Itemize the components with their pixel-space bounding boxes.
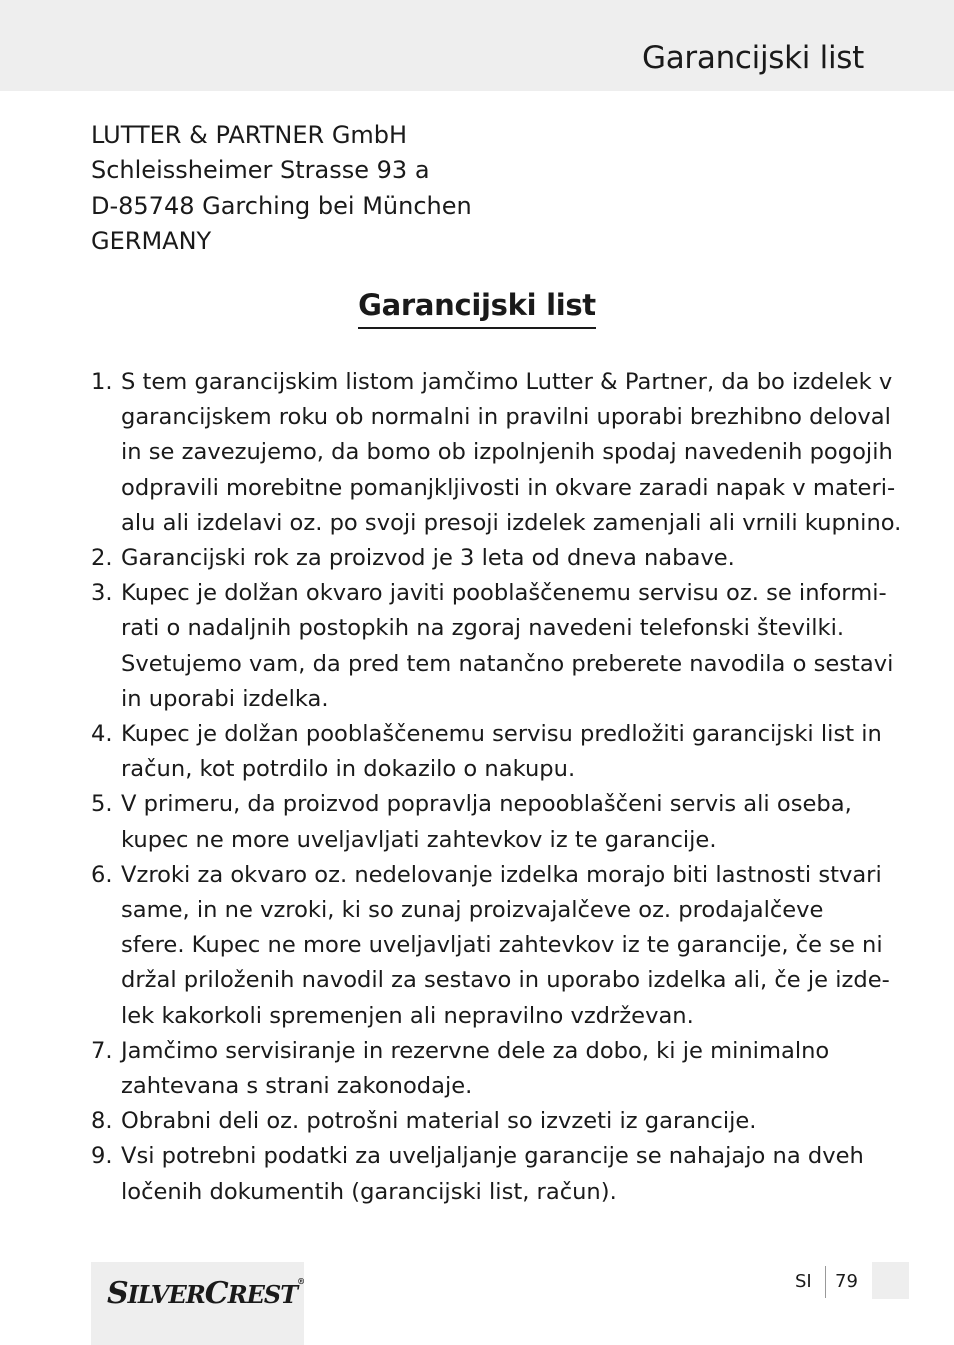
silvercrest-logo bbox=[91, 1262, 304, 1345]
warranty-term bbox=[91, 1104, 863, 1139]
warranty-term bbox=[91, 1139, 863, 1209]
term-number: 4. bbox=[91, 721, 113, 748]
logo-wordmark: SILVERCREST® bbox=[107, 1276, 305, 1311]
term-text-line: Jamčimo servisiranje in rezervne dele za dobo, ki je minimalno bbox=[121, 1037, 830, 1064]
term-number: 6. bbox=[91, 861, 113, 888]
document-title: Garancijski list bbox=[358, 288, 596, 329]
address-line: D-85748 Garching bei München bbox=[91, 191, 472, 220]
term-number: 2. bbox=[91, 545, 113, 572]
term-text-line: in uporabi izdelka. bbox=[121, 685, 329, 712]
term-text-line: Garancijski rok za proizvod je 3 leta od dneva nabave. bbox=[121, 545, 735, 572]
term-text-line: V primeru, da proizvod popravlja nepooblaščeni servis ali oseba, bbox=[121, 791, 852, 818]
term-number: 1. bbox=[91, 369, 113, 395]
term-text-line: kupec ne more uveljavljati zahtevkov iz te garancije. bbox=[121, 826, 717, 853]
term-number: 3. bbox=[91, 580, 113, 607]
warranty-term bbox=[91, 1034, 863, 1104]
term-text-line: odpravili morebitne pomanjkljivosti in okvare zaradi napak v materi- bbox=[121, 474, 896, 501]
term-text-line: Svetujemo vam, da pred tem natančno preberete navodila o sestavi bbox=[121, 650, 894, 677]
term-text-line: ločenih dokumentih (garancijski list, račun). bbox=[121, 1178, 617, 1205]
term-text-line: Obrabni deli oz. potrošni material so izvzeti iz garancije. bbox=[121, 1108, 757, 1135]
address-line: Schleissheimer Strasse 93 a bbox=[91, 156, 430, 185]
warranty-term bbox=[91, 365, 902, 541]
warranty-terms-list bbox=[91, 365, 902, 1210]
term-number: 9. bbox=[91, 1143, 113, 1170]
page-number: 79 bbox=[835, 1271, 858, 1292]
term-number: 5. bbox=[91, 791, 113, 818]
term-number: 8. bbox=[91, 1108, 113, 1135]
language-code: SI bbox=[795, 1271, 812, 1292]
term-text-line: same, in ne vzroki, ki so zunaj proizvajalčeve oz. prodajalčeve bbox=[121, 897, 824, 924]
term-text-line: garancijskem roku ob normalni in pravilni uporabi brezhibno deloval bbox=[121, 404, 891, 431]
term-text-line: S tem garancijskim listom jamčimo Lutter & Partner, da bo izdelek v bbox=[121, 369, 893, 395]
page-header-title: Garancijski list bbox=[642, 40, 864, 76]
term-text-line: Kupec je dolžan okvaro javiti pooblaščenemu servisu oz. se informi- bbox=[121, 580, 887, 607]
document-title-wrap bbox=[0, 288, 954, 329]
warranty-term bbox=[91, 541, 863, 576]
warranty-term bbox=[91, 787, 863, 857]
footer-tab-marker bbox=[872, 1262, 909, 1299]
term-text-line: račun, kot potrdilo in dokazilo o nakupu. bbox=[121, 756, 576, 783]
term-text-line: Vzroki za okvaro oz. nedelovanje izdelka morajo biti lastnosti stvari bbox=[121, 861, 882, 888]
footer-divider bbox=[825, 1266, 826, 1298]
term-text-line: držal priloženih navodil za sestavo in uporabo izdelka ali, če je izde- bbox=[121, 967, 890, 994]
term-text-line: lek kakorkoli spremenjen ali nepravilno vzdrževan. bbox=[121, 1002, 694, 1029]
address-line: LUTTER & PARTNER GmbH bbox=[91, 121, 408, 149]
term-text-line: rati o nadaljnih postopkih na zgoraj navedeni telefonski številki. bbox=[121, 615, 845, 642]
warranty-term bbox=[91, 858, 890, 1034]
warranty-term bbox=[91, 717, 882, 787]
manufacturer-address bbox=[91, 118, 472, 259]
address-line: GERMANY bbox=[91, 226, 212, 255]
term-text-line: zahtevana s strani zakonodaje. bbox=[121, 1073, 473, 1100]
warranty-term bbox=[91, 576, 894, 717]
term-text-line: sfere. Kupec ne more uveljavljati zahtevkov iz te garancije, če se ni bbox=[121, 932, 883, 959]
term-text-line: in se zavezujemo, da bomo ob izpolnjenih spodaj navedenih pogojih bbox=[121, 439, 893, 466]
term-text-line: alu ali izdelavi oz. po svoji presoji izdelek zamenjali ali vrnili kupnino. bbox=[121, 509, 902, 536]
term-number: 7. bbox=[91, 1037, 113, 1064]
term-text-line: Vsi potrebni podatki za uveljaljanje garancije se nahajajo na dveh bbox=[121, 1143, 864, 1170]
term-text-line: Kupec je dolžan pooblaščenemu servisu predložiti garancijski list in bbox=[121, 721, 882, 748]
